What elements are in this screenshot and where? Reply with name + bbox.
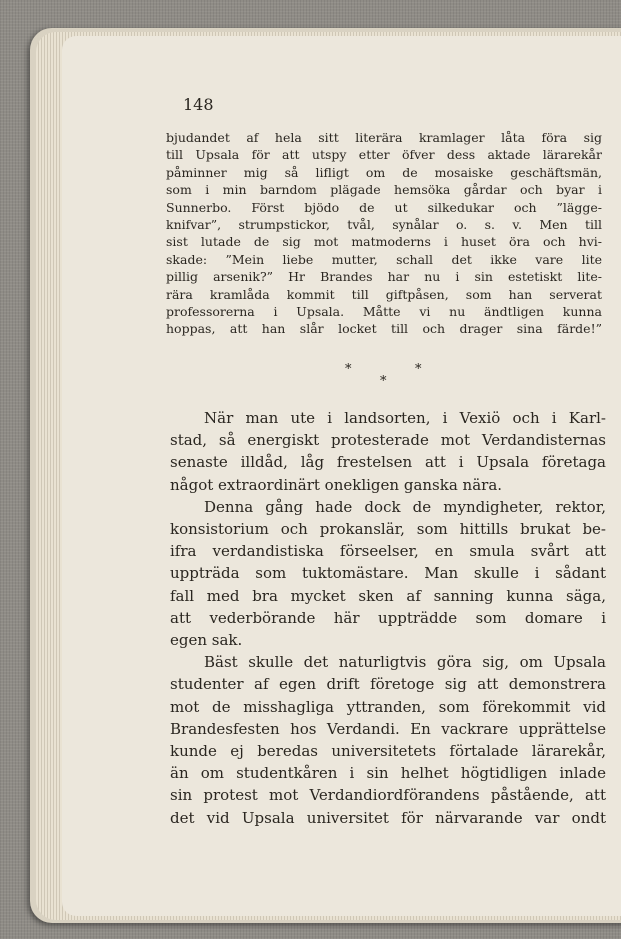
text-line: studenter af egen drift företoge sig att demonstrera — [170, 675, 606, 694]
asterisk: * — [415, 362, 422, 377]
text-line: något extraordinärt onekligen ganska nära. — [170, 475, 503, 494]
text-line: det vid Upsala universitet för närvarande var ondt — [170, 808, 606, 827]
page-number: 148 — [183, 95, 214, 114]
text-line: kunde ej beredas universitetets förtalade lärarekår, — [170, 742, 606, 761]
text-line: sist lutade de sig mot matmoderns i huset öra och hvi- — [166, 234, 602, 250]
text-line: uppträda som tuktomästare. Man skulle i sådant — [170, 564, 606, 583]
text-line: knifvar”, strumpstickor, tvål, synålar o. s. v. Men till — [166, 217, 602, 233]
text-line: Brandesfesten hos Verdandi. En vackrare upprättelse — [170, 719, 606, 738]
text-line: När man ute i landsorten, i Vexiö och i Karl- — [204, 409, 606, 427]
body-text — [170, 407, 606, 829]
text-line: ifra verdandistiska förseelser, en smula svårt att — [170, 542, 606, 561]
text-line: än om studentkåren i sin helhet högtidligen inlade — [170, 764, 606, 783]
text-line: att vederbörande här uppträdde som domare i — [170, 608, 606, 627]
text-line: fall med bra mycket sken af sanning kunna säga, — [170, 586, 606, 605]
text-line: Bäst skulle det naturligtvis göra sig, om Upsala — [204, 653, 606, 672]
text-line: senaste illdåd, låg frestelsen att i Upsala företaga — [170, 453, 606, 472]
text-line: bjudandet af hela sitt literära kramlager låta föra sig — [166, 130, 602, 145]
text-line: pillig arsenik?” Hr Brandes har nu i sin estetiskt lite- — [166, 269, 602, 285]
text-line: egen sak. — [170, 631, 243, 650]
text-line: rära kramlåda kommit till giftpåsen, som han serverat — [166, 286, 602, 302]
quoted-passage — [166, 129, 602, 338]
text-line: stad, så energiskt protesterade mot Verdandisternas — [170, 431, 606, 450]
text-line: hoppas, att han slår locket till och drager sina färde!” — [166, 321, 602, 337]
text-line: mot de misshagliga yttranden, som förekommit vid — [170, 697, 606, 716]
text-line: konsistorium och prokanslär, som hittills brukat be- — [170, 520, 606, 539]
text-line: Sunnerbo. Först bjödo de ut silkedukar och ”lägge- — [166, 199, 602, 215]
text-line: skade: ”Mein liebe mutter, schall det ikke vare lite — [166, 251, 602, 267]
text-line: som i min barndom plägade hemsöka gårdar och byar i — [166, 182, 602, 198]
text-line: Denna gång hade dock de myndigheter, rektor, — [204, 497, 606, 516]
paragraph — [170, 407, 606, 496]
asterisk: * — [345, 362, 352, 377]
text-line: sin protest mot Verdandiordförandens påstående, att — [170, 786, 606, 805]
paragraph — [170, 651, 606, 829]
text-line: professorerna i Upsala. Måtte vi nu ändtligen kunna — [166, 304, 602, 320]
paragraph — [170, 496, 606, 651]
asterisk: * — [380, 374, 387, 389]
section-ornament — [340, 362, 430, 392]
text-line: påminner mig så lifligt om de mosaiske geschäftsmän, — [166, 164, 602, 180]
text-line: till Upsala för att utspy etter öfver dess aktade lärarekår — [166, 147, 602, 163]
